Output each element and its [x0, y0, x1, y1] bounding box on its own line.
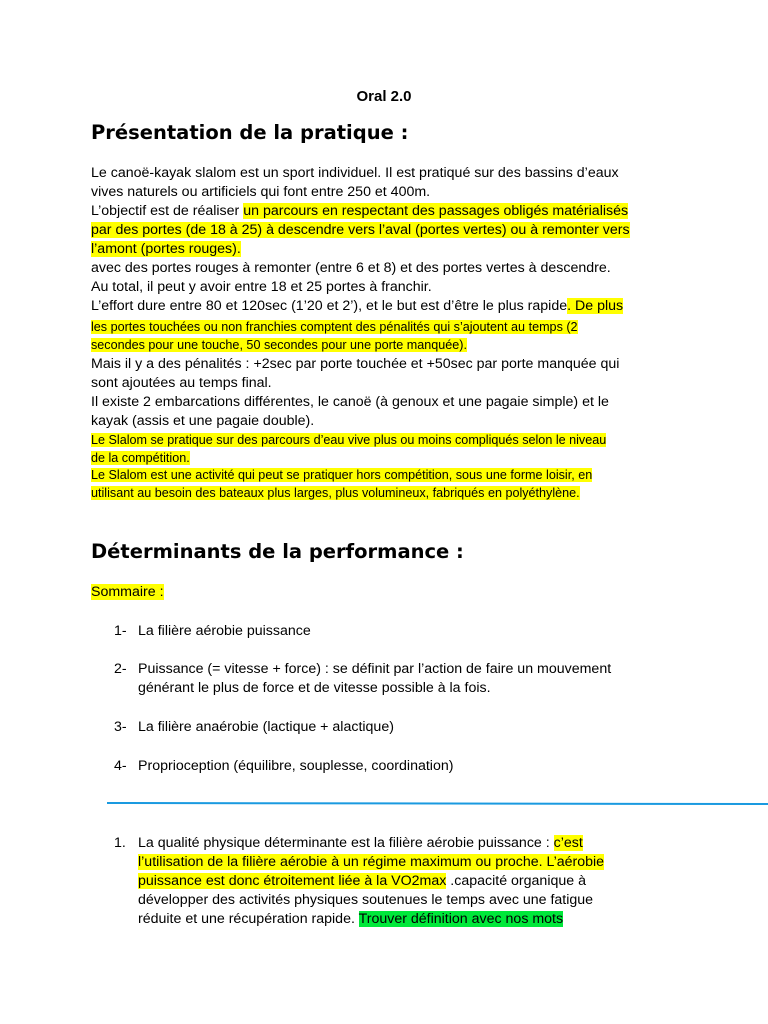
- text-line: [91, 278, 681, 297]
- text-line: [138, 872, 698, 891]
- text-run: Le canoë-kayak slalom est un sport individuel. Il est pratiqué sur des bassins d’eaux: [91, 165, 619, 181]
- green-highlighted-text: Trouver définition avec nos mots: [358, 911, 564, 927]
- list-number: 4-: [114, 758, 127, 774]
- list-number: 3-: [114, 719, 127, 735]
- text-run: réduite et une récupération rapide.: [138, 911, 359, 927]
- text-line: [91, 467, 681, 485]
- highlighted-text: utilisant au besoin des bateaux plus larges, plus volumineux, fabriqués en polyéthylène.: [91, 486, 580, 501]
- horizontal-divider: [107, 802, 768, 805]
- text-line: [91, 259, 681, 278]
- list-number: 1.: [114, 835, 126, 851]
- text-run: L’objectif est de réaliser: [91, 203, 244, 219]
- highlighted-text: c’est: [553, 835, 583, 851]
- text-line: [91, 164, 681, 183]
- penalty-note-highlighted: [91, 319, 681, 354]
- highlighted-text: Sommaire :: [91, 584, 164, 600]
- text-line: [138, 853, 698, 872]
- text-line: [138, 891, 698, 910]
- text-line: [91, 221, 681, 240]
- text-line: La filière anaérobie (lactique + alactique): [138, 719, 394, 735]
- list-text: [138, 757, 698, 776]
- text-run: .capacité organique à: [446, 873, 586, 889]
- list-text: [138, 660, 698, 698]
- text-line: Proprioception (équilibre, souplesse, coordination): [138, 758, 454, 774]
- highlighted-text: l’amont (portes rouges).: [91, 241, 241, 257]
- document-title: Oral 2.0: [356, 88, 412, 105]
- text-line: [91, 240, 681, 259]
- detail-text: [138, 834, 698, 929]
- sommaire-label: [91, 583, 681, 602]
- text-run: développer des activités physiques soutenues le temps avec une fatigue: [138, 892, 594, 908]
- text-run: La qualité physique déterminante est la filière aérobie puissance :: [138, 835, 554, 851]
- text-line: La filière aérobie puissance: [138, 623, 311, 639]
- text-line: [91, 337, 681, 355]
- highlighted-text: . De plus: [567, 298, 624, 314]
- highlighted-text: puissance est donc étroitement liée à la VO2max: [138, 873, 447, 889]
- section-heading-determinants: Déterminants de la performance :: [91, 540, 464, 563]
- text-run: avec des portes rouges à remonter (entre 6 et 8) et des portes vertes à descendre.: [91, 260, 611, 276]
- text-line: Puissance (= vitesse + force) : se définit par l’action de faire un mouvement: [138, 661, 612, 677]
- penalty-paragraph: [91, 355, 681, 431]
- text-line: [138, 834, 698, 853]
- text-line: Il existe 2 embarcations différentes, le canoë (à genoux et une pagaie simple) et le: [91, 394, 609, 410]
- text-line: [91, 297, 681, 316]
- presentation-paragraph: [91, 164, 681, 316]
- text-run: Au total, il peut y avoir entre 18 et 25 portes à franchir.: [91, 279, 432, 295]
- list-text: [138, 718, 698, 737]
- highlighted-text: les portes touchées ou non franchies comptent des pénalités qui s’ajoutent au temps (2: [91, 320, 578, 334]
- text-line: générant le plus de force et de vitesse possible à la fois.: [138, 680, 491, 696]
- slalom-note-highlighted: [91, 432, 681, 503]
- text-line: [91, 485, 681, 503]
- highlighted-text: Le Slalom se pratique sur des parcours d’eau vive plus ou moins compliqués selon le niveau: [91, 433, 607, 447]
- highlighted-text: par des portes (de 18 à 25) à descendre vers l’aval (portes vertes) ou à remonter vers: [91, 222, 630, 238]
- highlighted-text: l’utilisation de la filière aérobie à un régime maximum ou proche. L’aérobie: [138, 854, 605, 870]
- text-line: kayak (assis et une pagaie double).: [91, 413, 315, 429]
- text-line: [91, 202, 681, 221]
- text-line: sont ajoutées au temps final.: [91, 375, 272, 391]
- highlighted-text: un parcours en respectant des passages obligés matérialisés: [243, 203, 629, 219]
- text-line: [91, 319, 681, 337]
- section-heading-presentation: Présentation de la pratique :: [91, 121, 409, 144]
- text-line: [91, 183, 681, 202]
- text-line: [91, 450, 681, 468]
- text-line: Mais il y a des pénalités : +2sec par porte touchée et +50sec par porte manquée qui: [91, 356, 620, 372]
- text-run: vives naturels ou artificiels qui font entre 250 et 400m.: [91, 184, 431, 200]
- highlighted-text: Le Slalom est une activité qui peut se pratiquer hors compétition, sous une forme loisir, en: [91, 468, 593, 483]
- text-line: [138, 910, 698, 929]
- highlighted-text: de la compétition.: [91, 450, 190, 465]
- list-text: [138, 622, 698, 641]
- list-number: 1-: [114, 623, 127, 639]
- text-run: L’effort dure entre 80 et 120sec (1’20 et 2’), et le but est d’être le plus rapide: [91, 298, 568, 314]
- list-number: 2-: [114, 661, 127, 677]
- text-line: [91, 432, 681, 450]
- highlighted-text: secondes pour une touche, 50 secondes pour une porte manquée).: [91, 337, 467, 352]
